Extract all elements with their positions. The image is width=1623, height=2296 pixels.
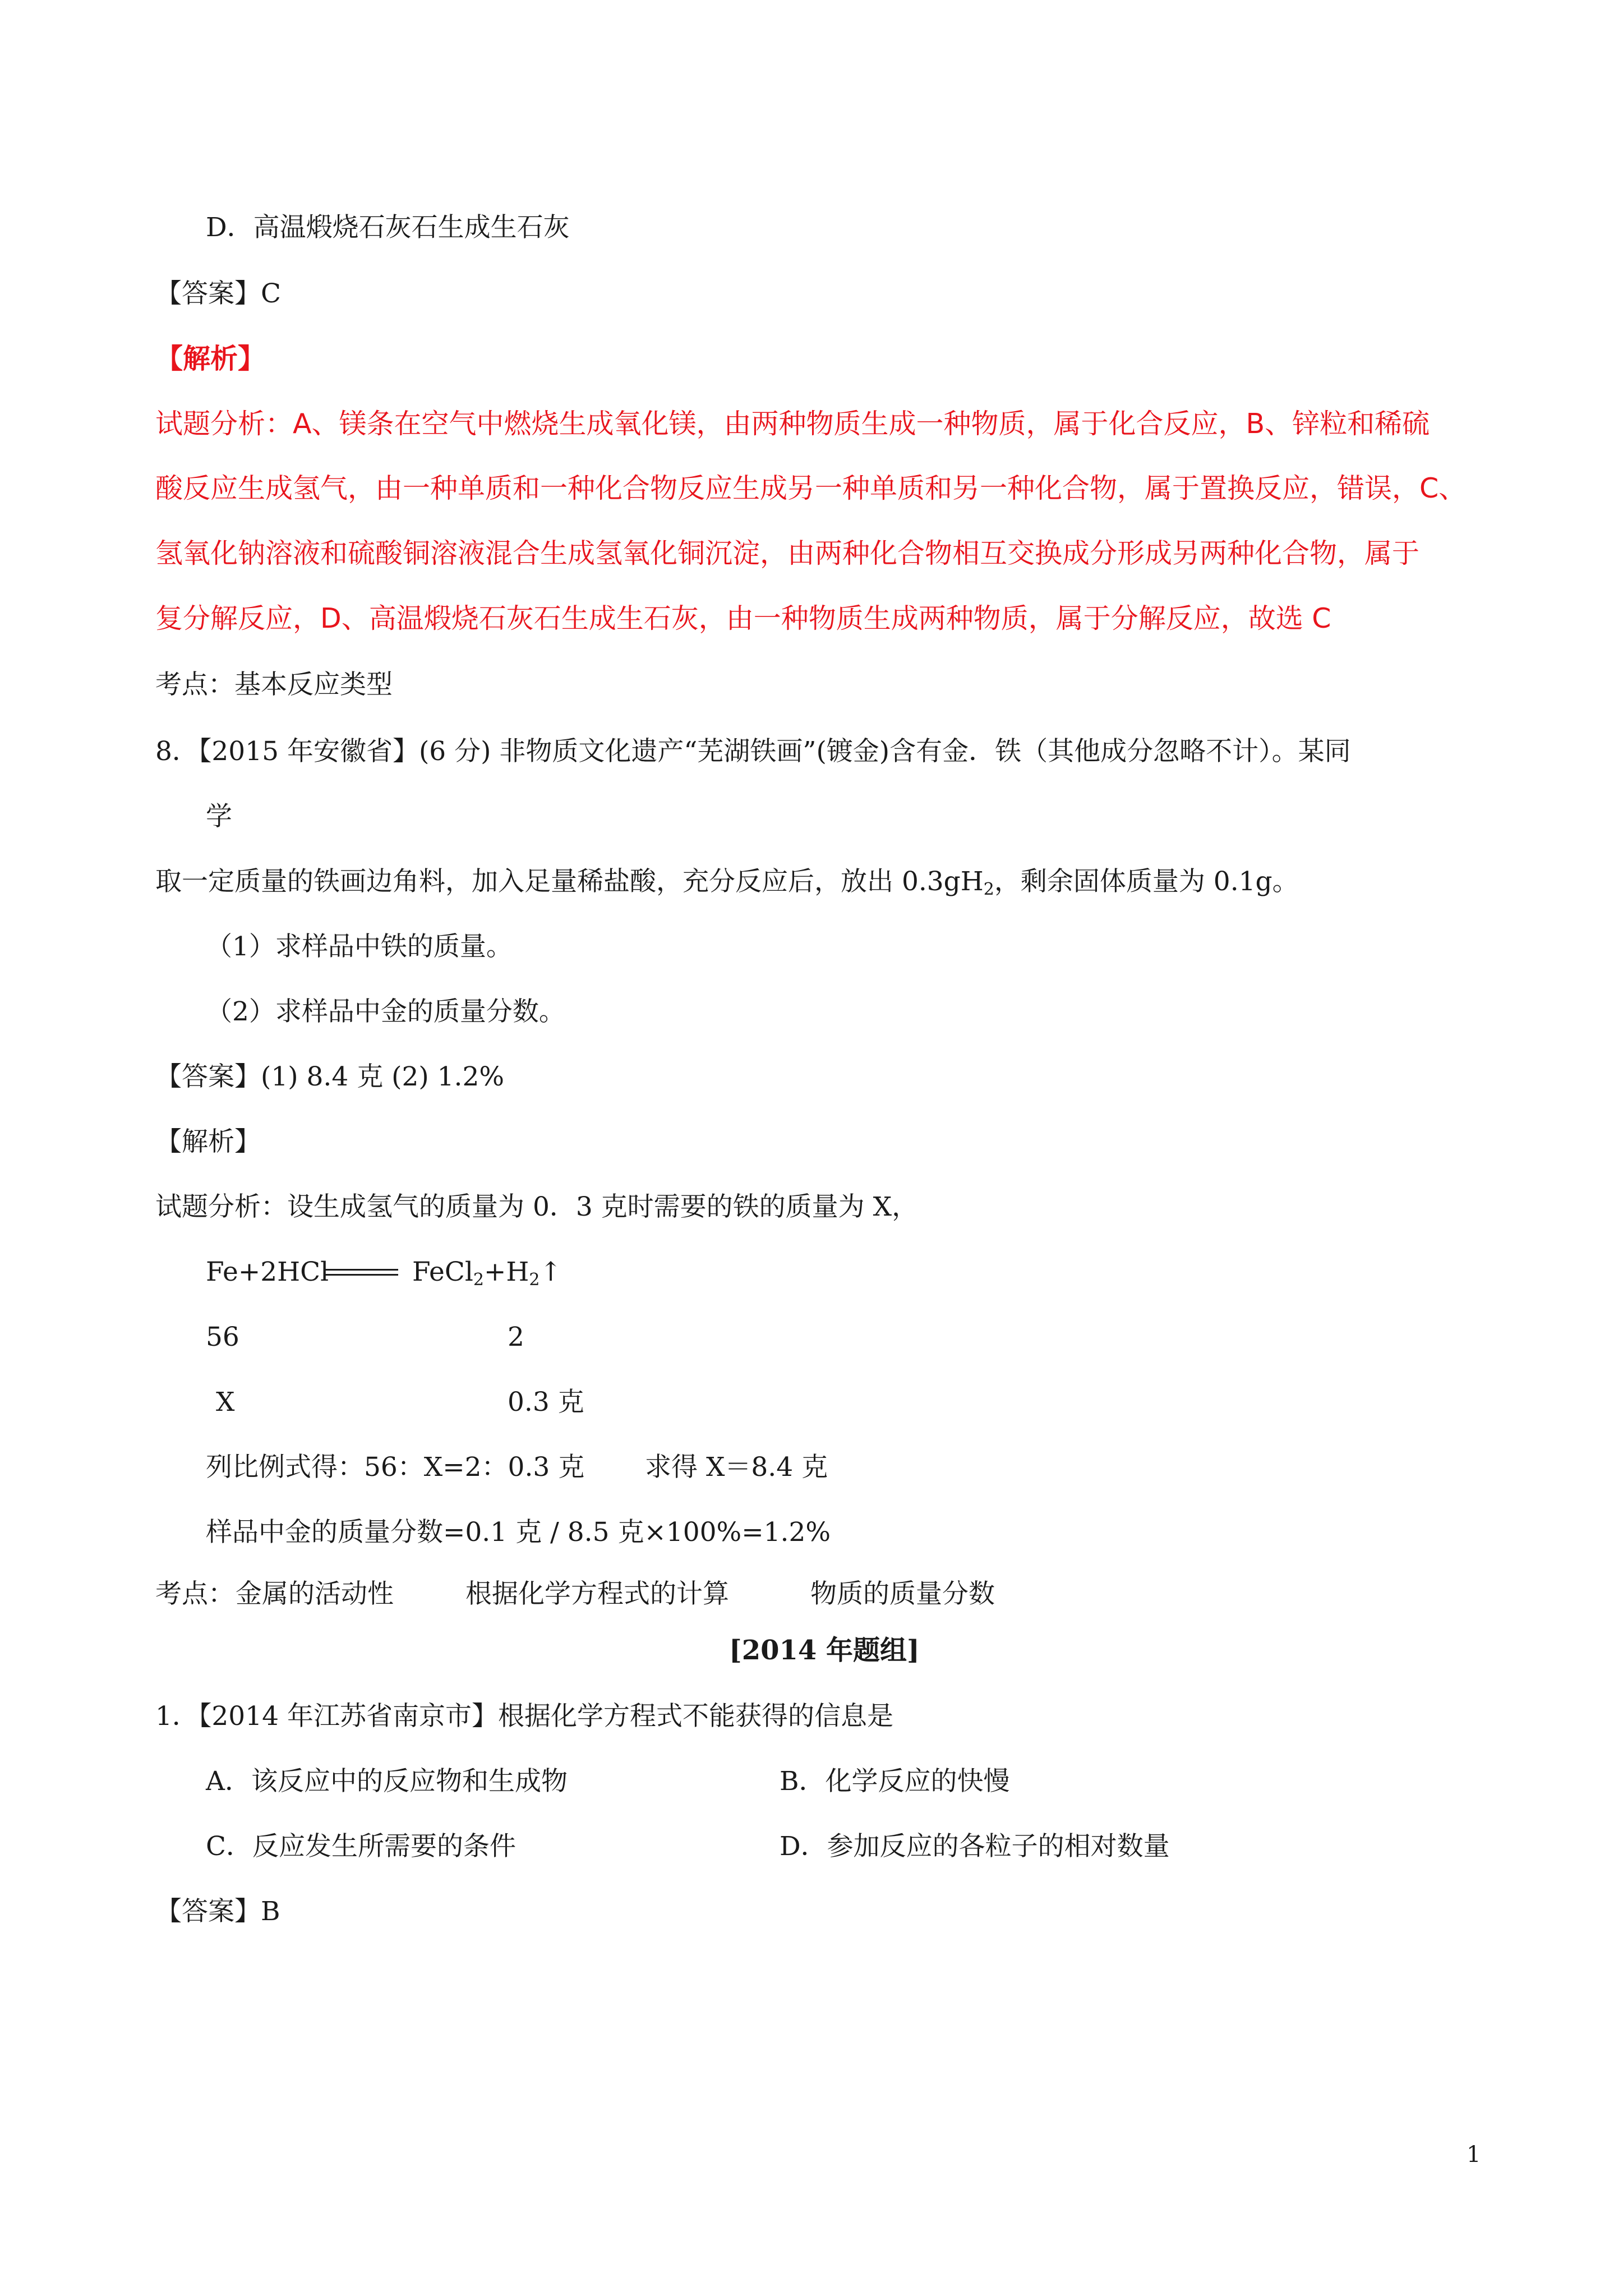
q1-stem: 1．【2014 年江苏省南京市】根据化学方程式不能获得的信息是 [155,1701,893,1732]
q8-analysis-line: 试题分析：设生成氢气的质量为 0．3 克时需要的铁的质量为 X， [155,1191,919,1222]
answer-label: 【答案】 [155,1061,261,1092]
answer-value: C [261,278,281,309]
kaodian-q8-item-2: 根据化学方程式的计算 [465,1579,729,1609]
q8-sub2: （2）求样品中金的质量分数。 [206,996,565,1027]
answer-value: (1) 8.4 克 (2) 1.2% [261,1061,505,1092]
q8-stem-line2: 取一定质量的铁画边角料，加入足量稀盐酸，充分反应后，放出 $0.3gH_2$，剩余固体质量为 0.1g。 [155,866,1299,899]
page-number: 1 [1467,2142,1481,2168]
q8-answer-line [155,1061,504,1093]
ratio-row1-right: 2 [508,1322,524,1352]
q1-option-b: B．化学反应的快慢 [780,1766,1010,1797]
equation-left: Fe+2HCl [206,1257,329,1287]
kaodian-q8-item-1: 金属的活动性 [236,1579,394,1609]
option-d: D．高温煅烧石灰石生成生石灰 [206,212,570,243]
kaodian-q8-item-3: 物质的质量分数 [810,1579,995,1609]
answer-label: 【答案】 [155,278,261,309]
analysis-line-1: 试题分析：A、镁条在空气中燃烧生成氧化镁，由两种物质生成一种物质，属于化合反应，B、锌粒和稀硫 [155,408,1430,440]
answer-label: 【答案】 [155,1896,261,1927]
section-heading-2014: [2014 年题组] [729,1635,920,1666]
analysis-line-3: 氢氧化钠溶液和硫酸铜溶液混合生成氢氧化铜沉淀，由两种化合物相互交换成分形成另两种化合物，属于 [155,537,1420,569]
q8-sub1: （1）求样品中铁的质量。 [206,931,513,962]
solve-line: 求得 X＝8.4 克 [645,1452,828,1483]
analysis-line-4: 复分解反应，D、高温煅烧石灰石生成生石灰，由一种物质生成两种物质，属于分解反应，故选 C [155,602,1331,634]
q8-analysis-label: 【解析】 [155,1126,261,1157]
q1-answer-line [155,1896,280,1927]
q1-option-a: A．该反应中的反应物和生成物 [206,1766,568,1797]
fraction-line: 样品中金的质量分数=0.1 克 / 8.5 克×100%=1.2% [206,1517,831,1548]
proportion-line: 列比例式得：56：X=2：0.3 克 [206,1452,585,1483]
kaodian-q7: 考点：基本反应类型 [155,669,393,700]
kaodian-q8-label: 考点： [155,1579,234,1609]
ratio-row2-right: 0.3 克 [508,1387,584,1418]
ratio-row2-left: X [216,1387,235,1418]
q8-stem-line1-cont: 学 [206,801,232,832]
answer-line [155,278,281,310]
equation-equals-bar [324,1269,398,1276]
analysis-label: 【解析】 [155,343,266,375]
q1-option-c: C．反应发生所需要的条件 [206,1831,516,1862]
q1-option-d: D．参加反应的各粒子的相对数量 [780,1831,1170,1862]
ratio-row1-left: 56 [206,1322,239,1352]
q8-stem-line1: 8．【2015 年安徽省】(6 分) 非物质文化遗产“芜湖铁画”(镀金)含有金．铁（其他成分忽略不计）。某同 [155,736,1351,767]
equation-right: $FeCl_2+H_2↑$ [412,1257,562,1290]
analysis-line-2: 酸反应生成氢气，由一种单质和一种化合物反应生成另一种单质和另一种化合物，属于置换反应，错误，C、 [155,472,1467,504]
answer-value: B [261,1896,280,1927]
